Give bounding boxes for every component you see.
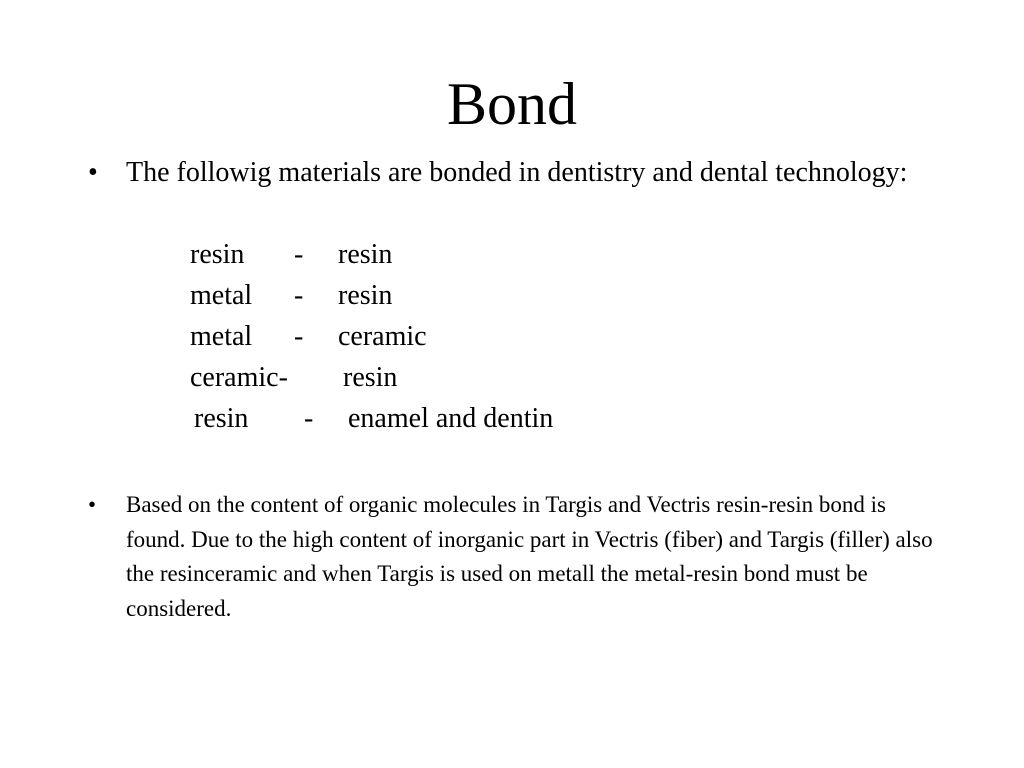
bond-pair-metal-resin <box>190 275 393 316</box>
bond-pair-right: ceramic <box>338 321 427 352</box>
bullet-marker: • <box>88 492 97 517</box>
bond-pair-left: resin <box>190 239 245 270</box>
bond-pair-right: resin <box>338 239 393 270</box>
bond-pair-ceramic-resin <box>190 357 398 398</box>
bond-pair-right: enamel and dentin <box>348 403 554 434</box>
bond-pair-dash: - <box>294 239 304 270</box>
bond-pair-resin-enamel-dentin <box>190 398 554 439</box>
bullet-marker: • <box>88 157 98 188</box>
bond-pair-metal-ceramic <box>190 316 427 357</box>
bond-pair-dash: - <box>294 321 304 352</box>
bond-pair-right: resin <box>338 280 393 311</box>
bullet-text-targis-vectris: Based on the content of organic molecules in Targis and Vectris resin-resin bond is found. Due to the high content of inorganic part in Vectris (fiber) and Targis (filler) also the resinceramic and when Targis is used on metall the metal-resin bond must be considered. <box>126 492 933 621</box>
bond-pair-dash: - <box>294 280 304 311</box>
bond-pair-left: metal <box>190 280 253 311</box>
bond-pair-dash: - <box>304 403 314 434</box>
bond-pair-left: metal <box>190 321 253 352</box>
bond-pair-left: resin <box>194 403 249 434</box>
bond-pair-resin-resin <box>190 234 393 275</box>
bond-pair-right: resin <box>343 362 398 393</box>
bond-pair-left: ceramic- <box>190 362 288 393</box>
slide-title: Bond <box>446 71 578 137</box>
bullet-text-materials: The followig materials are bonded in dentistry and dental technology: <box>126 157 908 188</box>
